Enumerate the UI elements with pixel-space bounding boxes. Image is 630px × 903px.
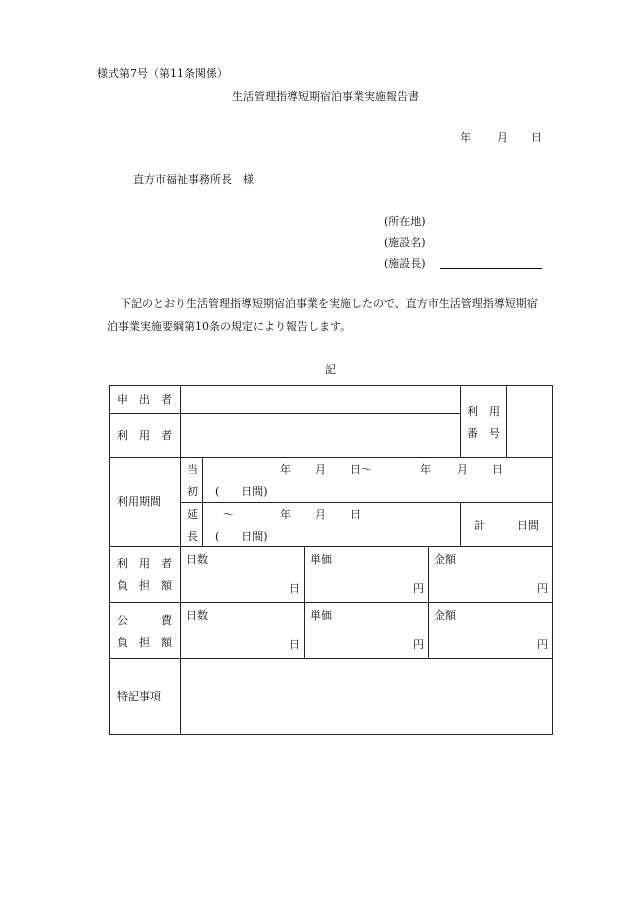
col-divider <box>460 502 461 546</box>
document-title: 生活管理指導短期宿泊事業実施報告書 <box>232 90 419 103</box>
initial-label-1: 当 <box>187 463 198 476</box>
col-divider <box>304 546 305 658</box>
initial-day-1: 日〜 <box>350 463 372 476</box>
date-month-label: 月 <box>497 131 508 144</box>
user-burden-label-1: 利 用 者 <box>117 557 172 570</box>
initial-month-2: 月 <box>457 463 468 476</box>
user-yen-unit-price: 円 <box>413 582 424 595</box>
col-divider <box>428 546 429 658</box>
row-divider <box>110 457 552 458</box>
public-yen-unit-amount: 円 <box>537 638 548 651</box>
extension-days: ( 日間) <box>215 530 268 543</box>
report-table <box>109 385 553 735</box>
public-day-unit: 日 <box>289 638 300 651</box>
facility-name-label: (施設名) <box>384 236 426 249</box>
date-day-label: 日 <box>531 131 542 144</box>
row-divider <box>180 502 552 503</box>
extension-tilde: 〜 <box>223 508 234 521</box>
initial-year-2: 年 <box>420 463 431 476</box>
body-text-line-1: 下記のとおり生活管理指導短期宿泊事業を実施したので、直方市生活管理指導短期宿 <box>120 297 538 310</box>
user-unit-price-label: 単価 <box>310 553 332 566</box>
form-number: 様式第7号（第11条関係） <box>97 67 228 80</box>
initial-month-1: 月 <box>315 463 326 476</box>
extension-day: 日 <box>350 508 361 521</box>
extension-label-2: 長 <box>187 530 198 543</box>
public-yen-unit-price: 円 <box>413 638 424 651</box>
col-divider <box>202 457 203 546</box>
user-amount-label: 金額 <box>434 553 456 566</box>
notes-label: 特記事項 <box>117 690 161 703</box>
initial-days: ( 日間) <box>215 485 268 498</box>
facility-head-label: (施設長) <box>384 257 426 270</box>
public-days-label: 日数 <box>186 609 208 622</box>
user-number-label-1: 利 用 <box>467 405 500 418</box>
ki-heading: 記 <box>325 363 336 376</box>
col-divider <box>506 386 507 457</box>
public-burden-label-2: 負 担 額 <box>117 636 172 649</box>
public-unit-price-label: 単価 <box>310 609 332 622</box>
signature-line <box>440 268 542 269</box>
date-year-label: 年 <box>460 131 471 144</box>
row-divider <box>110 602 552 603</box>
extension-month: 月 <box>315 508 326 521</box>
col-divider <box>180 386 181 734</box>
body-text-line-2: 泊事業実施要綱第10条の規定により報告します。 <box>107 320 352 333</box>
user-days-label: 日数 <box>186 553 208 566</box>
extension-year: 年 <box>280 508 291 521</box>
initial-label-2: 初 <box>187 485 198 498</box>
public-amount-label: 金額 <box>434 609 456 622</box>
public-burden-label-1: 公 費 <box>117 614 172 627</box>
user-burden-label-2: 負 担 額 <box>117 579 172 592</box>
extension-label-1: 延 <box>187 508 198 521</box>
total-label: 計 <box>474 519 485 532</box>
user-yen-unit-amount: 円 <box>537 582 548 595</box>
location-label: (所在地) <box>384 215 426 228</box>
user-day-unit: 日 <box>289 582 300 595</box>
col-divider <box>460 386 461 457</box>
addressee: 直方市福祉事務所長 様 <box>133 173 254 186</box>
row-divider <box>110 546 552 547</box>
row-divider <box>110 658 552 659</box>
user-label: 利 用 者 <box>117 429 172 442</box>
initial-day-2: 日 <box>492 463 503 476</box>
initial-year-1: 年 <box>280 463 291 476</box>
row-divider <box>110 413 460 414</box>
user-number-label-2: 番 号 <box>467 427 500 440</box>
applicant-label: 申 出 者 <box>117 393 172 406</box>
period-label: 利用期間 <box>117 495 161 508</box>
total-days: 日間 <box>517 519 539 532</box>
